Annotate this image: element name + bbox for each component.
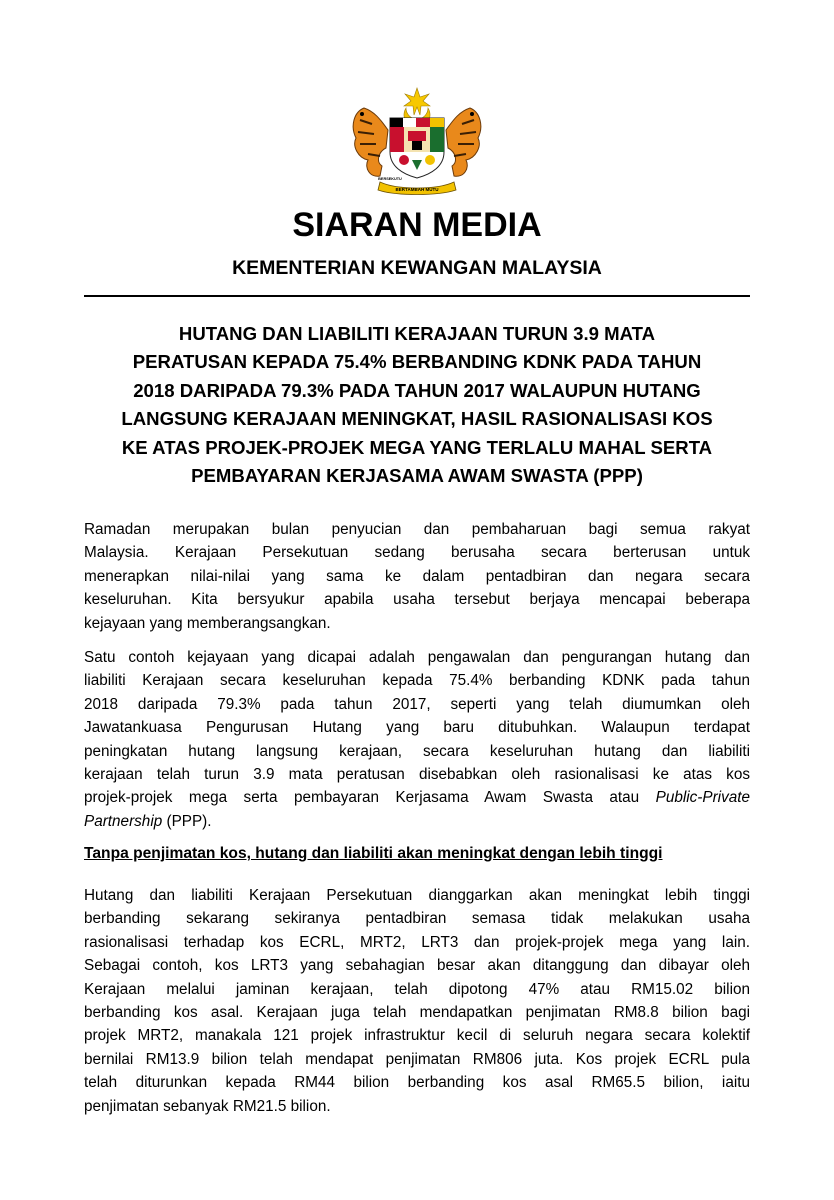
headline-line: PEMBAYARAN KERJASAMA AWAM SWASTA (PPP)	[191, 465, 643, 487]
section-heading: Tanpa penjimatan kos, hutang dan liabiliti akan meningkat dengan lebih tinggi	[84, 845, 663, 862]
paragraph-line-text: (PPP).	[162, 812, 212, 830]
paragraph-line: Malaysia. Kerajaan Persekutuan sedang berusaha secara berterusan untuk	[84, 544, 750, 562]
headline	[100, 320, 734, 490]
malaysia-coat-of-arms-logo	[342, 86, 492, 196]
paragraph-line: berbanding sekarang sekiranya pentadbiran semasa tidak melakukan usaha	[84, 910, 750, 928]
headline-line: KE ATAS PROJEK-PROJEK MEGA YANG TERLALU MAHAL SERTA	[121, 436, 713, 458]
svg-text:BERSEKUTU: BERSEKUTU	[378, 177, 402, 181]
paragraph-line: keseluruhan. Kita bersyukur apabila usaha tersebut berjaya mencapai beberapa	[84, 591, 750, 609]
paragraph-line: Kerajaan melalui jaminan kerajaan, telah dipotong 47% atau RM15.02 bilion	[84, 980, 750, 998]
paragraph-line: peningkatan hutang langsung kerajaan, secara keseluruhan hutang dan liabiliti	[84, 742, 750, 760]
paragraph-line: menerapkan nilai-nilai yang sama ke dalam pentadbiran dan negara secara	[84, 567, 750, 585]
header-divider	[84, 295, 750, 297]
paragraph-intro	[84, 518, 750, 635]
paragraph-line: liabiliti Kerajaan secara keseluruhan kepada 75.4% berbanding KDNK pada tahun	[84, 672, 750, 690]
paragraph-cost-savings	[84, 884, 750, 1118]
paragraph-line: Hutang dan liabiliti Kerajaan Persekutuan dianggarkan akan meningkat lebih tinggi	[84, 887, 750, 904]
headline-line: LANGSUNG KERAJAAN MENINGKAT, HASIL RASIONALISASI KOS	[121, 408, 713, 430]
italic-term: Partnership	[84, 812, 163, 830]
paragraph-line	[84, 810, 750, 833]
italic-term: Public-Private	[655, 789, 750, 807]
paragraph-line: Ramadan merupakan bulan penyucian dan pembaharuan bagi semua rakyat	[84, 521, 750, 538]
headline-line: HUTANG DAN LIABILITI KERAJAAN TURUN 3.9 MATA	[178, 323, 656, 344]
paragraph-line: penjimatan sebanyak RM21.5 bilion.	[84, 1097, 331, 1115]
paragraph-line: berbanding kos asal. Kerajaan juga telah mendapatkan penjimatan RM8.8 bilion bagi	[84, 1004, 750, 1022]
paragraph-line-text: projek-projek mega serta pembayaran Kerjasama Awam Swasta atau	[84, 789, 640, 807]
ministry-name: KEMENTERIAN KEWANGAN MALAYSIA	[232, 257, 602, 279]
paragraph-line: kejayaan yang memberangsangkan.	[84, 614, 331, 632]
page-title: SIARAN MEDIA	[292, 206, 542, 244]
paragraph-line: Satu contoh kejayaan yang dicapai adalah pengawalan dan pengurangan hutang dan	[84, 649, 750, 666]
paragraph-debt-reduction	[84, 646, 750, 833]
headline-line: 2018 DARIPADA 79.3% PADA TAHUN 2017 WALAUPUN HUTANG	[133, 379, 701, 401]
paragraph-line: telah diturunkan kepada RM44 bilion berbanding kos asal RM65.5 bilion, iaitu	[84, 1074, 750, 1092]
headline-line: PERATUSAN KEPADA 75.4% BERBANDING KDNK PADA TAHUN	[132, 351, 702, 373]
paragraph-line: rasionalisasi terhadap kos ECRL, MRT2, LRT3 dan projek-projek mega yang lain.	[84, 933, 750, 951]
svg-text:BERTAMBAH MUTU: BERTAMBAH MUTU	[395, 187, 439, 192]
paragraph-line: projek MRT2, manakala 121 projek infrastruktur kecil di seluruh negara secara kolektif	[84, 1027, 750, 1045]
paragraph-line: bernilai RM13.9 bilion telah mendapat penjimatan RM806 juta. Kos projek ECRL pula	[84, 1050, 750, 1068]
paragraph-line: kerajaan telah turun 3.9 mata peratusan disebabkan oleh rasionalisasi ke atas kos	[84, 766, 750, 784]
paragraph-line: 2018 daripada 79.3% pada tahun 2017, seperti yang telah diumumkan oleh	[84, 695, 750, 713]
paragraph-line	[84, 786, 750, 809]
paragraph-line: Sebagai contoh, kos LRT3 yang sebahagian besar akan ditanggung dan dibayar oleh	[84, 957, 750, 975]
paragraph-line: Jawatankuasa Pengurusan Hutang yang baru ditubuhkan. Walaupun terdapat	[84, 719, 750, 737]
